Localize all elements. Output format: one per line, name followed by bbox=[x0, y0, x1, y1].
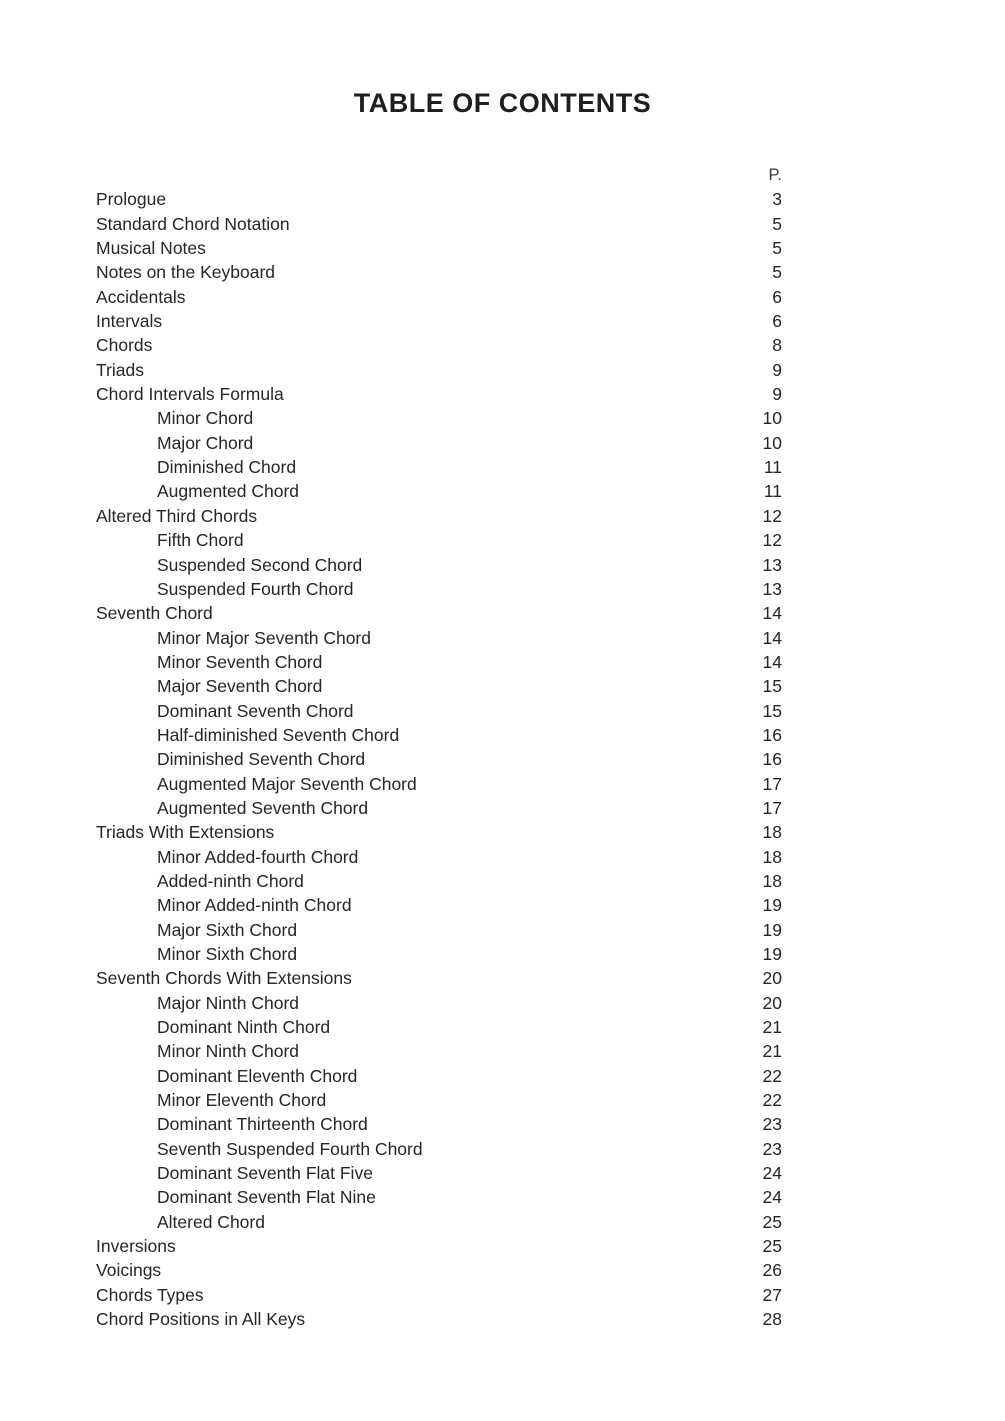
toc-entry bbox=[96, 772, 782, 796]
toc-entry-page: 25 bbox=[762, 1236, 782, 1257]
toc-entry-label: Major Sixth Chord bbox=[157, 919, 298, 940]
toc-entry bbox=[96, 406, 782, 430]
toc-entry-page: 12 bbox=[762, 505, 782, 526]
toc-entry-label: Suspended Second Chord bbox=[157, 554, 363, 575]
toc-entry bbox=[96, 991, 782, 1015]
toc-entry-page: 15 bbox=[762, 700, 782, 721]
toc-entry bbox=[96, 1088, 782, 1112]
page-title: TABLE OF CONTENTS bbox=[353, 88, 652, 118]
toc-entry bbox=[96, 1039, 782, 1063]
toc-entry-page: 8 bbox=[772, 335, 782, 356]
toc-entry-label: Voicings bbox=[96, 1260, 162, 1281]
toc-entry-label: Minor Added-fourth Chord bbox=[157, 846, 359, 867]
toc-entry-page: 5 bbox=[772, 262, 782, 283]
toc-entry bbox=[96, 431, 782, 455]
toc-entry-page: 27 bbox=[762, 1284, 782, 1305]
toc-entry-page: 13 bbox=[762, 578, 782, 599]
toc-entry-page: 21 bbox=[762, 1041, 782, 1062]
toc-entry-page: 23 bbox=[762, 1114, 782, 1135]
toc-entry bbox=[96, 820, 782, 844]
toc-entry-page: 17 bbox=[762, 773, 782, 794]
toc-entry-page: 20 bbox=[762, 968, 782, 989]
toc-entry-page: 14 bbox=[762, 603, 782, 624]
toc-entry bbox=[96, 212, 782, 236]
toc-entry-page: 16 bbox=[762, 749, 782, 770]
toc-entry-label: Seventh Suspended Fourth Chord bbox=[157, 1138, 423, 1159]
toc-entry-label: Diminished Seventh Chord bbox=[157, 749, 366, 770]
toc-entry-label: Chords bbox=[96, 335, 153, 356]
toc-entry-page: 19 bbox=[762, 919, 782, 940]
toc-entry-label: Inversions bbox=[96, 1236, 176, 1257]
toc-entry-page: 26 bbox=[762, 1260, 782, 1281]
toc-entry bbox=[96, 699, 782, 723]
toc-entry bbox=[96, 504, 782, 528]
toc-entry-label: Prologue bbox=[96, 189, 167, 210]
toc-entry bbox=[96, 260, 782, 284]
page-column-header: P. bbox=[768, 166, 782, 184]
toc-entry-page: 19 bbox=[762, 944, 782, 964]
toc-entry bbox=[96, 309, 782, 333]
toc-entry-page: 5 bbox=[772, 213, 782, 234]
toc-entry bbox=[96, 747, 782, 771]
toc-entry-label: Minor Seventh Chord bbox=[157, 651, 323, 672]
toc-entry bbox=[96, 236, 782, 260]
toc-entry-page: 13 bbox=[762, 554, 782, 575]
toc-entry-page: 10 bbox=[762, 408, 782, 429]
toc-entry-label: Notes on the Keyboard bbox=[96, 262, 276, 283]
toc-entry bbox=[96, 528, 782, 552]
toc-entry-page: 25 bbox=[762, 1211, 782, 1232]
toc-entry-label: Dominant Ninth Chord bbox=[157, 1017, 331, 1038]
toc-entry bbox=[96, 1258, 782, 1282]
toc-entry-label: Musical Notes bbox=[96, 238, 206, 259]
toc-entry-label: Major Ninth Chord bbox=[157, 992, 299, 1013]
toc-entry bbox=[96, 1161, 782, 1185]
toc-entry bbox=[96, 796, 782, 820]
toc-entry-page: 6 bbox=[772, 311, 782, 332]
toc-entry bbox=[96, 1137, 782, 1161]
toc-entry bbox=[96, 479, 782, 503]
toc-entry-label: Accidentals bbox=[96, 286, 186, 307]
toc-entry-page: 28 bbox=[762, 1309, 782, 1330]
toc-entry bbox=[96, 382, 782, 406]
toc-entry bbox=[96, 455, 782, 479]
toc-entry bbox=[96, 1234, 782, 1258]
toc-entry bbox=[96, 723, 782, 747]
toc-entry-page: 5 bbox=[772, 238, 782, 259]
toc-entry-label: Dominant Eleventh Chord bbox=[157, 1065, 358, 1086]
toc-entry-page: 9 bbox=[772, 359, 782, 380]
toc-entry-page: 11 bbox=[763, 481, 782, 502]
toc-entry bbox=[96, 1185, 782, 1209]
toc-entry-page: 15 bbox=[762, 676, 782, 697]
toc-entry-label: Seventh Chords With Extensions bbox=[96, 968, 352, 989]
toc-entry bbox=[96, 358, 782, 382]
toc-entry-page: 22 bbox=[762, 1065, 782, 1086]
toc-entry-label: Triads With Extensions bbox=[96, 822, 275, 843]
toc-entry bbox=[96, 285, 782, 309]
toc-entry-label: Added-ninth Chord bbox=[157, 870, 304, 891]
toc-entry-label: Suspended Fourth Chord bbox=[157, 578, 354, 599]
toc-entry bbox=[96, 869, 782, 893]
toc-entry-label: Minor Ninth Chord bbox=[157, 1041, 299, 1062]
toc-entry-label: Major Seventh Chord bbox=[157, 676, 323, 697]
toc-entry-label: Standard Chord Notation bbox=[96, 213, 290, 234]
toc-entry bbox=[96, 1112, 782, 1136]
toc-entry-label: Minor Major Seventh Chord bbox=[157, 627, 371, 648]
toc-entry-label: Augmented Seventh Chord bbox=[157, 797, 369, 818]
toc-entry-label: Augmented Chord bbox=[157, 481, 300, 502]
toc-entry-label: Major Chord bbox=[157, 432, 254, 453]
toc-entry-label: Chord Intervals Formula bbox=[96, 384, 284, 405]
toc-entry-label: Dominant Seventh Flat Five bbox=[157, 1163, 373, 1184]
toc-entry-page: 9 bbox=[772, 384, 782, 405]
toc-entry-page: 16 bbox=[762, 724, 782, 745]
toc-entry-label: Fifth Chord bbox=[157, 530, 244, 551]
toc-entry bbox=[96, 893, 782, 917]
toc-entry bbox=[96, 1064, 782, 1088]
toc-entry-label: Minor Chord bbox=[157, 408, 254, 429]
toc-entry bbox=[96, 577, 782, 601]
toc-entry-label: Minor Sixth Chord bbox=[157, 944, 298, 964]
toc-entry-label: Altered Third Chords bbox=[96, 505, 258, 526]
toc-entry-page: 24 bbox=[762, 1163, 782, 1184]
toc-entry bbox=[96, 626, 782, 650]
toc-entry bbox=[96, 187, 782, 211]
toc-entry-page: 23 bbox=[762, 1138, 782, 1159]
toc-entry bbox=[96, 1283, 782, 1307]
toc-entry-page: 14 bbox=[762, 651, 782, 672]
toc-entries bbox=[96, 187, 782, 1331]
toc-entry-page: 24 bbox=[762, 1187, 782, 1208]
toc-entry-label: Intervals bbox=[96, 311, 163, 332]
toc-entry-page: 22 bbox=[762, 1090, 782, 1111]
toc-entry bbox=[96, 674, 782, 698]
toc-entry-label: Augmented Major Seventh Chord bbox=[157, 773, 417, 794]
toc-entry-page: 18 bbox=[762, 822, 782, 843]
toc-entry-page: 19 bbox=[762, 895, 782, 916]
toc-entry-page: 3 bbox=[772, 189, 782, 210]
toc-entry-page: 20 bbox=[762, 992, 782, 1013]
toc-entry-page: 18 bbox=[762, 870, 782, 891]
toc-entry-label: Diminished Chord bbox=[157, 457, 297, 478]
toc-entry bbox=[96, 601, 782, 625]
toc-entry-label: Chords Types bbox=[96, 1284, 204, 1305]
toc-entry bbox=[96, 650, 782, 674]
toc-entry-page: 11 bbox=[763, 457, 782, 478]
toc-entry-label: Triads bbox=[96, 359, 144, 380]
toc-entry-page: 18 bbox=[762, 846, 782, 867]
toc-entry-page: 12 bbox=[762, 530, 782, 551]
toc-entry-label: Seventh Chord bbox=[96, 603, 213, 624]
toc-entry bbox=[96, 333, 782, 357]
toc-entry bbox=[96, 845, 782, 869]
toc-entry-label: Dominant Seventh Chord bbox=[157, 700, 354, 721]
toc-entry-label: Chord Positions in All Keys bbox=[96, 1309, 306, 1330]
toc-entry bbox=[96, 1307, 782, 1331]
toc-entry bbox=[96, 942, 782, 966]
toc-entry-page: 10 bbox=[762, 432, 782, 453]
toc-entry-label: Minor Added-ninth Chord bbox=[157, 895, 352, 916]
toc-entry-label: Dominant Seventh Flat Nine bbox=[157, 1187, 376, 1208]
toc-entry-page: 21 bbox=[762, 1017, 782, 1038]
toc-entry bbox=[96, 918, 782, 942]
toc-entry bbox=[96, 1210, 782, 1234]
toc-entry-label: Dominant Thirteenth Chord bbox=[157, 1114, 368, 1135]
toc-entry-label: Half-diminished Seventh Chord bbox=[157, 724, 400, 745]
toc-entry bbox=[96, 553, 782, 577]
toc-entry-label: Minor Eleventh Chord bbox=[157, 1090, 327, 1111]
toc-list bbox=[96, 163, 782, 1332]
toc-entry-page: 17 bbox=[762, 797, 782, 818]
toc-entry bbox=[96, 1015, 782, 1039]
toc-entry-page: 14 bbox=[762, 627, 782, 648]
toc-entry-page: 6 bbox=[772, 286, 782, 307]
toc-entry-label: Altered Chord bbox=[157, 1211, 265, 1232]
toc-entry bbox=[96, 966, 782, 990]
